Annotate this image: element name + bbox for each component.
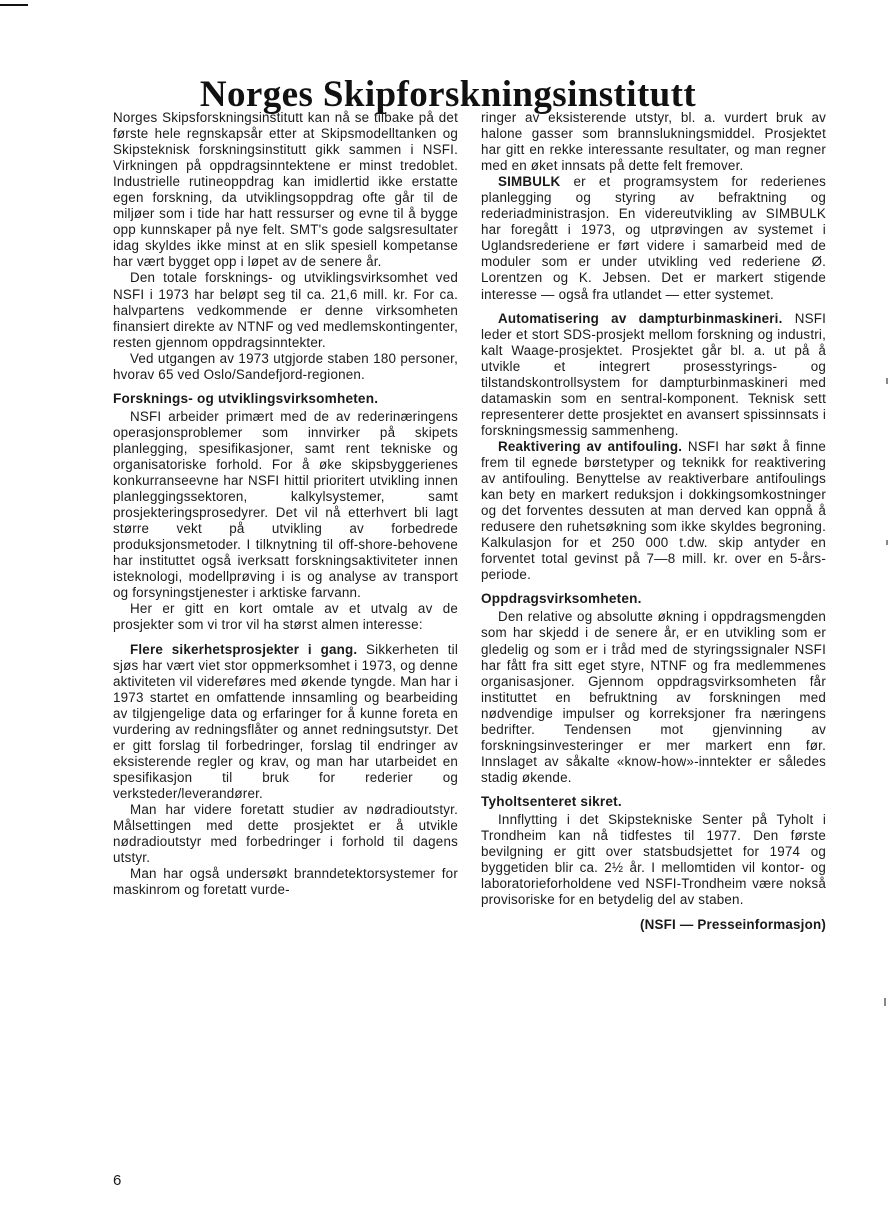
scan-mark	[886, 378, 888, 384]
corner-rule	[0, 4, 28, 6]
scan-mark	[884, 998, 886, 1006]
section-heading: Oppdragsvirksomheten.	[481, 591, 642, 607]
paragraph-text: NSFI leder et stort SDS-prosjekt mellom forskning og industri, kalt Waage-prosjektet. Prosjektet går bl. a. ut på å utvikle et integrert prosesstyrings- og tilstandskontrollsystem for dampturbinmaskineri med datamaskin som en sentral-komponent. Teknisk sett representerer dette prosjektet en avansert spissinnsats i forskningsmessig sammenheng.	[481, 310, 827, 438]
press-signature: (NSFI — Presseinformasjon)	[639, 917, 826, 933]
paragraph-with-lead	[481, 439, 826, 583]
inline-heading: Reaktivering av antifouling.	[498, 438, 683, 454]
paragraph: Her er gitt en kort omtale av et utvalg av de prosjekter som vi tror vil ha størst almen interesse:	[113, 601, 458, 633]
paragraph: Norges Skipsforskningsinstitutt kan nå se tilbake på det første hele regnskapsår etter at Skipsmodelltanken og Skipsteknisk forskningsinstitutt gikk sammen i NSFI. Virkningen på oppdragsinntektene er minst tredoblet. Industrielle rutineoppdrag kan imidlertid ikke erstatte egen forskning, da utviklingsoppdrag ofte går til de miljøer som i tide har hatt ressurser og evne til å bygge opp kunnskaper på nye felt. SMT's gode salgsresultater idag skyldes ikke minst at en slik spesiell kompetanse har vært bygget opp i løpet av de senere år.	[113, 110, 458, 270]
paragraph-text: er et programsystem for rederienes planlegging og styring av befraktning og rederiadministrasjon. En videreutvikling av SIMBULK har foregått i 1973, og utprøvingen av systemet i Uglandsrederiene er ført videre i samarbeid med de moduler som er under utvikling ved rederiene Ø. Lorentzen og K. Jebsen. Det er markert stigende interesse — også fra utlandet — etter systemet.	[481, 174, 826, 302]
paragraph-with-lead	[113, 642, 458, 802]
paragraph: Man har også undersøkt branndetektorsystemer for maskinrom og foretatt vurde-	[113, 866, 458, 898]
paragraph: Den relative og absolutte økning i oppdragsmengden som har skjedd i de senere år, er en utvikling som er gledelig og som er i tråd med de styringssignaler NSFI har fått fra sitt eget styre, NTNF og fra medlemmenes organisasjoner. Gjennom oppdragsvirksomheten får instituttet en befruktning av forskningen med nødvendige impulser og korreksjoner fra næringens bedrifter. Tendensen mot gjenvinning av forskningsinvesteringer er mer markert enn før. Innslaget av såkalte «know-how»-inntekter er således stadig økende.	[481, 609, 826, 785]
paragraph: NSFI arbeider primært med de av rederinæringens operasjonsproblemer som innvirker på skipets planlegging, spesifikasjoner, samt rent tekniske og organisatoriske forhold. For å øke skipsbyggerienes konkurranseevne har NSFI hittil prioritert utvikling innen planleggingssektoren, kalkylsystemer, samt prosjekteringsprosedyrer. Det vil nå etterhvert bli lagt større vekt på utvikling av forbedrede produksjonsmetoder. I tilknytning til off-shore-behovene har instituttet også iverksatt forskningsaktiviteter innen isteknologi, modellprøving i is og analyse av transport og forsyningstjenester i arktiske farvann.	[113, 408, 458, 601]
paragraph: Innflytting i det Skipstekniske Senter på Tyholt i Trondheim kan nå tidfestes til 1977. Den første bevilgning er gitt over statsbudsjettet for 1974 og byggetiden blir ca. 2½ år. I mellomtiden vil kontor- og laboratorieforholdene ved NSFI-Trondheim være nokså provisoriske for en betydelig del av staben.	[481, 811, 826, 908]
inline-heading: Flere sikerhetsprosjekter i gang.	[130, 641, 358, 657]
paragraph-text: Sikkerheten til sjøs har vært viet stor oppmerksomhet i 1973, og denne aktiviteten vil videreføres med økende tyngde. Man har i 1973 startet en omfattende innsamling og bearbeiding av tilgjengelige data og erfaringer for å kunne foreta en vurdering av redningsflåter og annet redningsutstyr. Det er gitt forslag til forbedringer, forslag til endringer av eksisterende regler og krav, og man har utarbeidet en spesifikasjon til bruk for rederier og verksteder/leverandører.	[113, 641, 458, 801]
paragraph: Man har videre foretatt studier av nødradioutstyr. Målsettingen med dette prosjektet er å utvikle nødradioutstyr med forbedringer i forhold til dagens utstyr.	[113, 801, 458, 866]
left-column	[113, 110, 458, 898]
article-title: Norges Skipforskningsinstitutt	[199, 73, 697, 115]
scan-mark	[886, 540, 888, 545]
inline-heading: SIMBULK	[498, 174, 561, 190]
page-number: 6	[113, 1172, 122, 1189]
paragraph-with-lead	[481, 311, 826, 439]
paragraph: Den totale forsknings- og utviklingsvirksomhet ved NSFI i 1973 har beløpt seg til ca. 21,6 mill. kr. For ca. halvpartens vedkommende er denne virksomheten finansiert direkte av NTNF og ved medlemskontingenter, resten gjennom oppdragsinntekter.	[113, 270, 458, 350]
paragraph-with-lead	[481, 174, 826, 302]
paragraph: ringer av eksisterende utstyr, bl. a. vurdert bruk av halone gasser som brannslukningsmiddel. Prosjektet har gitt en rekke interessante resultater, og man regner med en øket innsats på dette felt fremover.	[481, 110, 826, 174]
section-heading: Forsknings- og utviklingsvirksomheten.	[113, 390, 379, 406]
section-heading: Tyholtsenteret sikret.	[481, 793, 622, 809]
inline-heading: Automatisering av dampturbinmaskineri.	[498, 310, 783, 326]
paragraph: Ved utgangen av 1973 utgjorde staben 180 personer, hvorav 65 ved Oslo/Sandefjord-regionen.	[113, 350, 458, 382]
right-column	[481, 110, 826, 933]
paragraph-text: NSFI har søkt å finne frem til egnede børstetyper og teknikk for reaktivering av antifouling. Benyttelse av reaktiverbare antifoulings kan bety en markert reduksjon i dokkingsomkostninger og det forventes dessuten at man derved kan oppnå å redusere den ruhetsøkning som ikke skyldes begroning. Kalkulasjon for et 250 000 t.dw. skip antyder en forventet total gevinst på 7—8 mill. kr. over en 5-års-periode.	[481, 438, 826, 583]
